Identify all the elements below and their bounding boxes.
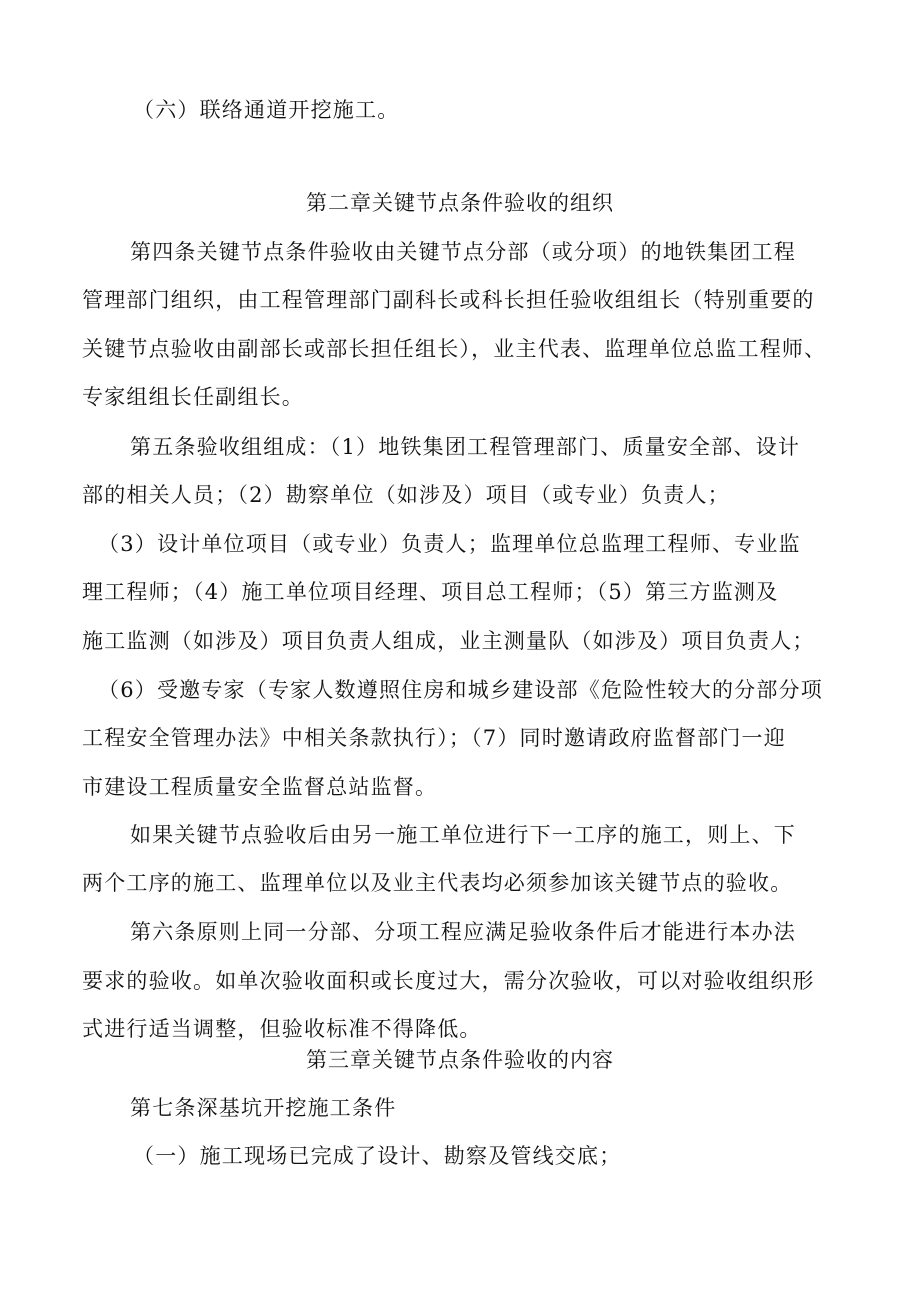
- article-four-line-1: 第四条关键节点条件验收由关键节点分部（或分项）的地铁集团工程: [130, 240, 796, 264]
- article-five-line-1: 第五条验收组组成：（1）地铁集团工程管理部门、质量安全部、设计: [130, 435, 801, 459]
- item-six-tunnel-excavation: （六）联络通道开挖施工。: [133, 98, 400, 122]
- article-five-line-3: （3）设计单位项目（或专业）负责人；监理单位总监理工程师、专业监: [98, 532, 801, 556]
- followup-paragraph-line-1: 如果关键节点验收后由另一施工单位进行下一工序的施工，则上、下: [130, 823, 796, 847]
- chapter-three-heading: 第三章关键节点条件验收的内容: [306, 1048, 614, 1072]
- article-four-line-3: 关键节点验收由副部长或部长担任组长），业主代表、监理单位总监工程师、: [82, 337, 827, 361]
- article-six-line-3: 式进行适当调整，但验收标准不得降低。: [82, 1017, 482, 1041]
- article-six-line-2: 要求的验收。如单次验收面积或长度过大，需分次验收，可以对验收组织形: [82, 969, 815, 993]
- article-five-line-4: 理工程师；（4）施工单位项目经理、项目总工程师；（5）第三方监测及: [82, 580, 779, 604]
- article-seven-item-one: （一）施工现场已完成了设计、勘察及管线交底；: [133, 1144, 622, 1168]
- chapter-two-heading: 第二章关键节点条件验收的组织: [306, 191, 614, 215]
- article-six-line-1: 第六条原则上同一分部、分项工程应满足验收条件后才能进行本办法: [130, 920, 796, 944]
- article-four-line-4: 专家组组长任副组长。: [82, 385, 304, 409]
- article-five-line-2: 部的相关人员；（2）勘察单位（如涉及）项目（或专业）负责人；: [82, 483, 730, 507]
- article-four-line-2: 管理部门组织，由工程管理部门副科长或科长担任验收组组长（特别重要的: [82, 288, 815, 312]
- article-five-line-8: 市建设工程质量安全监督总站监督。: [82, 775, 438, 799]
- followup-paragraph-line-2: 两个工序的施工、监理单位以及业主代表均必须参加该关键节点的验收。: [82, 871, 793, 895]
- article-five-line-6: （6）受邀专家（专家人数遵照住房和城乡建设部《危险性较大的分部分项: [98, 678, 823, 702]
- article-seven-heading: 第七条深基坑开挖施工条件: [130, 1096, 397, 1120]
- article-five-line-5: 施工监测（如涉及）项目负责人组成，业主测量队（如涉及）项目负责人；: [82, 629, 815, 653]
- article-five-line-7: 工程安全管理办法》中相关条款执行）；（7）同时邀请政府监督部门一迎: [82, 726, 786, 750]
